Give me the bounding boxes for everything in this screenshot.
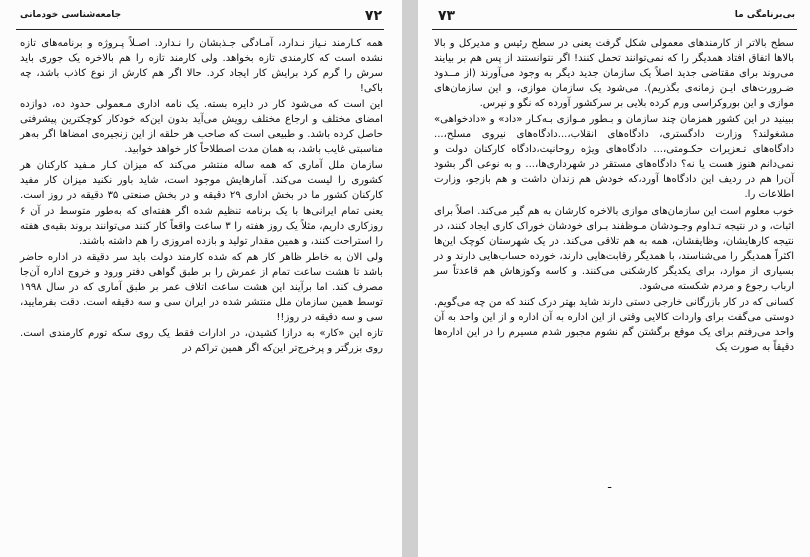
left-page-header <box>16 10 384 30</box>
left-page-number: ۷۲ <box>364 8 382 24</box>
left-page-body <box>20 36 383 356</box>
paragraph: ببینید در این کشور همزمان چند سازمان و بـطور مـوازی بـه‌کـار «داد» و «دادخواهی» مشغولند؟ وزارت دادگستری، دادگاه‌های انقلاب،...دادگاه‌های نیروی مسلح،... دادگاه‌های تـعزیرات حکـومتی،... دادگاه‌های ویژه روحانیت،دادگاه کارکنان دولت و نمی‌دانم هنوز هست یا نه؟ دادگاه‌های مستقر در شهرداری‌ها،... و به نوعی اگر بشود آن‌را هم در ردیف این دادگاه‌ها آورد،که خودش هم زندان داشت و هم بازجو، وزارت اطلاعات را. <box>434 114 794 201</box>
book-gutter <box>402 0 418 557</box>
right-page-header <box>432 10 797 30</box>
paragraph: کسانی که در کار بازرگانی خارجی دستی دارند شاید بهتر درک کنند که من چه می‌گویم. دوستی می‌گفت برای واردات کالایی وقتی از این اداره به آن اداره و از این واحد به آن واحد می‌رفتم برای یک موقع برگشتن گم نشوم مجبور شدم مسیرم را در این اداره‌ها دقیقاً به صورت یک <box>434 296 794 353</box>
footer-mark: ـ <box>608 478 612 491</box>
right-header-rule <box>432 29 797 30</box>
left-page <box>0 0 402 557</box>
paragraph: سازمان ملل آماری که همه ساله منتشر می‌کند که میزان کـار مـفید کارکنان هر کشوری را لیست می‌کند. آمارهایش موجود است، شاید باور نکنید میزان کار مفید کارکنان کشور ما در بخش اداری ۲۹ دقیقه و در بخش صنعتی ۳۵ دقیقه در روز است. یعنی تمام ایرانی‌ها با یک برنامه تنظیم شده اگر هفته‌ای که به‌طور متوسط در آن ۶ روزکاری داریم، مثلاً یک روز هفته را ۳ ساعت واقعاً کار کنند می‌توانند بروند بقیه‌ی هفته را استراحت کنند، و همین مقدار تولید و بازده امروزی را هم داشته باشند. <box>20 160 384 247</box>
right-page <box>418 0 810 557</box>
paragraph: تازه این «کار» به درازا کشیدن، در ادارات فقط یک روی سکه تورم کارمندی است. روی بزرگتر و پرخرج‌تر این‌که اگر همین تراکم در <box>20 327 383 354</box>
paragraph: این است که می‌شود کار در دایره بسته. یک نامه اداری مـعمولی حدود ده، دوازده امضای مختلف و ارجاع مختلف رویش می‌آید بدون این‌که خودکار کوچکترین پیشرفتی حاصل کرده باشد. و طبیعی است که صاحب هر حلقه از این زنجیره‌ی امضاها اگر به‌هر مناسبتی غایب باشد، به همان مدت اصطلاحاً کار خواهد خوابید. <box>20 99 383 156</box>
right-running-title: بی‌برنامگی ما <box>734 10 795 20</box>
paragraph: خوب معلوم است این سازمان‌های موازی بالاخره کارشان به هم گیر می‌کند. اصلاً برای اثبات، و در نتیجه تـداوم وجـودشان مـوظفند بـرای خودشان خورا‌ک کاری ایجاد کنند، در نتیجه کارهایشان، وظایفشان، همه به هم تلاقی می‌کند. در یک شهرستان کوچک این‌ها اکثراً همدیگر را می‌شناسند، با همدیگر رقابت‌هایی دارند، خورده حساب‌هایی دارند و در بسیاری از موارد، برای یکدیگر کارشکنی می‌کنند. و کاسه وکوزهاش هم قاعدتاً سر ارباب رجوع و مردم شکسته می‌شود. <box>434 205 794 292</box>
paragraph: ولی الان به خاطر ظاهر کار هم که شده کارمند دولت باید سر دقیقه در اداره حاضر باشد تا هشت ساعت تمام از عمرش را بر طبق گواهی دفتر ورود و خروج اداره آن‌جا مصرف کند. اما برآیند این هشت ساعت اتلاف عمر بر طبق آماری که در سال ۱۹۹۸ توسط همین سازمان ملل منتشر شده در ایران سی و سه دقیقه است. دقت بفرمایید، سی و سه دقیقه در روز!! <box>20 251 383 323</box>
paragraph: همه کـارمند نـیاز نـدارد، آمـادگی جـذبشان را نـدارد. اصـلاً پـروژه و برنامه‌های تازه نشده است که کارمندی تازه بخواهد. ولی کارمند تازه را هم بالاخره یک جوری باید سرش را گرم کرد برایش کار ایجاد کرد. حالا اگر هم کارش از نوع کاذب باشد، چه باکی! <box>20 38 383 95</box>
left-header-rule <box>16 29 384 30</box>
left-running-title: جامعه‌شناسی خودمانی <box>20 10 122 20</box>
paragraph: سطح بالاتر از کارمندهای معمولی شکل گرفت یعنی در سطح رئیس و مدیرکل و بالا بالاها اتفاق افتاد همدیگر را که نمی‌توانند تحمل کنند! اگر نتوانستند از پس هم بر بیایند می‌روند برای مقتاضی جدید اصلاً یک سازمان جدید دیگر به وجود می‌آورند (از مــدود ضـرورت‌های ایـن زمانه‌ی بگذریم). می‌شود یک سازمان موازی، و این سازمان‌های موازی و این بوروکراسی ورم کرده بلایی بر سرکشور آورده که نگو و نپرس. <box>434 38 794 110</box>
right-page-body <box>434 36 794 355</box>
right-page-number: ۷۳ <box>438 8 456 24</box>
